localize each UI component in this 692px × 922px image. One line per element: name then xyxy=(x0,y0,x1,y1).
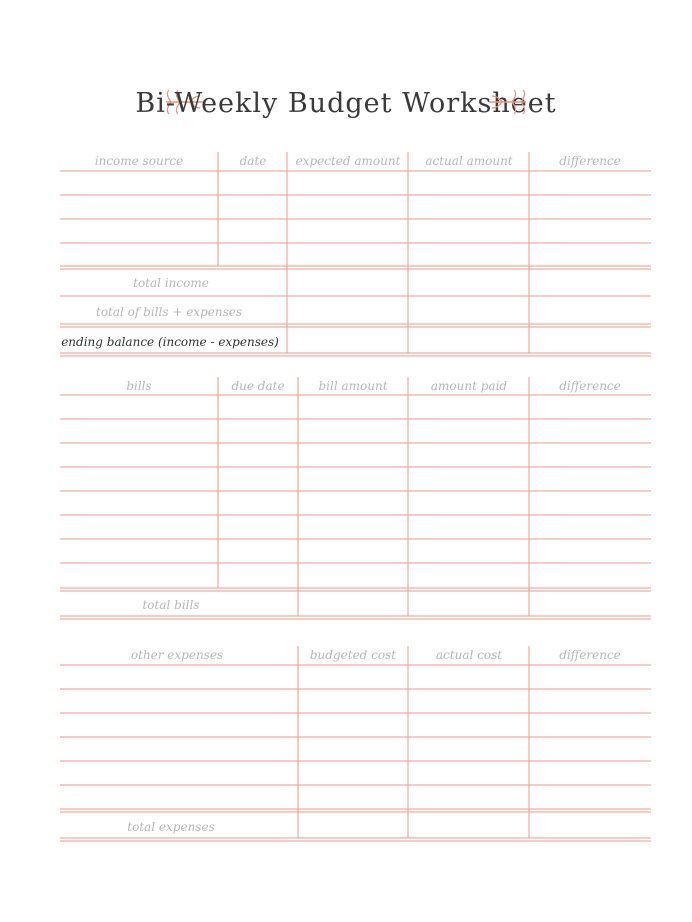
other-header-budgeted: budgeted cost xyxy=(309,648,397,662)
other-header-difference: difference xyxy=(559,648,621,662)
total-expenses-label: total expenses xyxy=(127,820,215,834)
total-income-label: total income xyxy=(133,276,209,290)
other-header-actual: actual cost xyxy=(435,648,503,662)
income-header-actual: actual amount xyxy=(425,154,513,168)
bills-header-paid: amount paid xyxy=(430,379,508,393)
total-bills-expenses-label: total of bills + expenses xyxy=(96,305,242,319)
bills-header-bills: bills xyxy=(126,379,152,393)
income-header-expected: expected amount xyxy=(295,154,401,168)
other-expenses-table xyxy=(60,646,651,841)
total-bills-label: total bills xyxy=(142,598,200,612)
income-header-date: date xyxy=(239,154,267,168)
income-header-source: income source xyxy=(94,154,184,168)
income-table xyxy=(60,152,651,356)
bills-header-due-date: due date xyxy=(231,379,285,393)
page-title: Bi-Weekly Budget Worksheet xyxy=(135,88,557,119)
bills-header-difference: difference xyxy=(559,379,621,393)
income-header-difference: difference xyxy=(559,154,621,168)
bills-table xyxy=(60,377,651,619)
other-header-expenses: other expenses xyxy=(130,648,224,662)
ending-balance-label: ending balance (income - expenses) xyxy=(61,335,279,349)
bills-header-amount: bill amount xyxy=(318,379,388,393)
